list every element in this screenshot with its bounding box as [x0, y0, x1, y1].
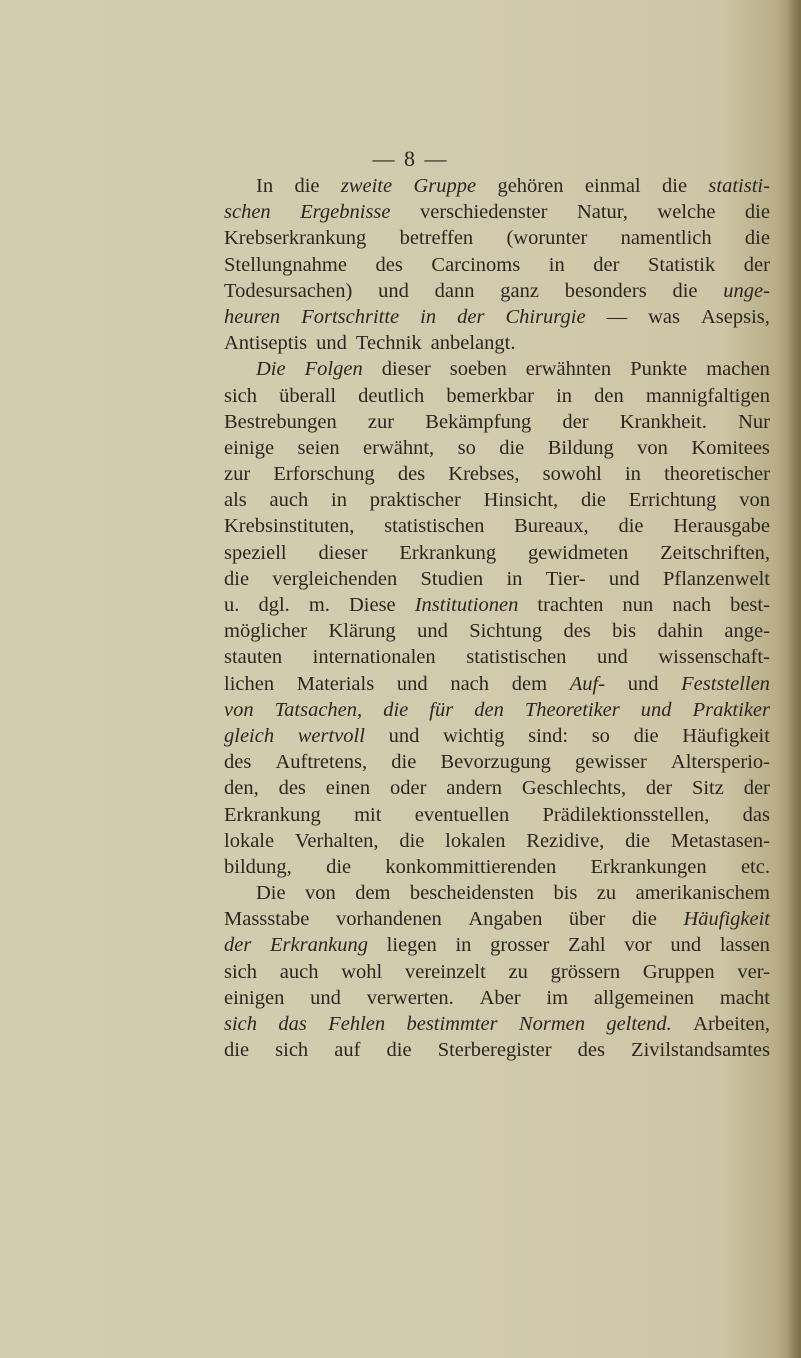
- word: verschiedenster: [419, 201, 548, 224]
- word: Gruppen: [642, 960, 715, 983]
- word: und: [670, 934, 702, 957]
- word: Nur: [738, 410, 770, 433]
- word: und: [627, 672, 659, 695]
- italic-word: und: [640, 698, 672, 721]
- word: nun: [622, 594, 654, 616]
- word: sowohl: [542, 463, 602, 486]
- page-number: — 8 —: [372, 146, 449, 171]
- word: statistischen: [466, 646, 567, 669]
- text-line: [224, 906, 770, 932]
- italic-word: Theoretiker: [524, 698, 620, 721]
- word: Todesursachen): [224, 279, 353, 302]
- word: speziell: [224, 541, 287, 564]
- word: namentlich: [620, 227, 712, 250]
- italic-word: Feststellen: [681, 672, 770, 695]
- word: Zivilstandsamtes: [631, 1039, 770, 1062]
- word: der: [743, 777, 770, 800]
- italic-word: den: [474, 698, 504, 721]
- word: was: [648, 305, 680, 328]
- word: von: [637, 436, 668, 459]
- text-line: [224, 330, 770, 356]
- word: etc.: [740, 855, 770, 878]
- word: ange-: [724, 620, 770, 643]
- word: dem: [511, 672, 548, 695]
- italic-word: geltend.: [606, 1013, 672, 1035]
- word: die: [224, 1039, 250, 1062]
- word: —: [606, 305, 628, 328]
- italic-word: wertvoll: [297, 724, 365, 747]
- word: nach: [450, 672, 490, 695]
- word: in: [331, 489, 347, 512]
- word: sich: [224, 384, 258, 407]
- word: Punkte: [630, 358, 688, 381]
- word: theoretischer: [664, 463, 770, 486]
- text-line: [224, 278, 770, 304]
- word: In: [256, 175, 274, 197]
- word: internationalen: [312, 646, 436, 669]
- word: best-: [730, 594, 770, 616]
- word: zur: [224, 463, 251, 486]
- word: überall: [279, 384, 337, 407]
- text-line: [224, 775, 770, 801]
- word: statistischen: [384, 515, 485, 538]
- word: stauten: [224, 646, 283, 669]
- word: gewisser: [575, 751, 647, 774]
- word: einmal: [584, 175, 641, 197]
- word: in: [548, 253, 565, 276]
- word: u.: [224, 594, 240, 616]
- word: (worunter: [506, 227, 588, 250]
- word: der: [645, 777, 673, 800]
- word: Zeitschriften,: [660, 541, 770, 564]
- word: sich: [275, 1039, 309, 1062]
- word: Diese: [348, 594, 396, 616]
- word: Arbeiten,: [693, 1013, 770, 1035]
- word: m.: [308, 594, 330, 616]
- word: wohl: [341, 960, 383, 983]
- word: im: [546, 986, 569, 1009]
- word: des: [577, 1039, 605, 1062]
- word: in: [506, 567, 523, 590]
- word: anbelangt.: [430, 332, 516, 355]
- word: der: [593, 253, 620, 276]
- word: den,: [224, 777, 259, 800]
- word: Carcinoms: [431, 253, 521, 276]
- italic-word: Ergebnisse: [300, 201, 391, 224]
- word: so: [591, 724, 610, 747]
- word: dgl.: [258, 594, 290, 616]
- text-line: [224, 173, 770, 199]
- word: Komitees: [691, 436, 770, 459]
- text-line: [224, 671, 770, 697]
- word: bildung,: [224, 855, 292, 878]
- word: vereinzelt: [404, 960, 486, 983]
- italic-word: für: [429, 698, 454, 721]
- word: deutlich: [358, 384, 425, 407]
- word: Herausgabe: [673, 515, 770, 538]
- text-line: [224, 540, 770, 566]
- italic-word: der: [457, 305, 485, 328]
- word: des: [375, 253, 403, 276]
- word: grosser: [490, 934, 550, 957]
- word: liegen: [386, 934, 437, 957]
- word: Erforschung: [273, 463, 375, 486]
- word: soeben: [449, 358, 507, 381]
- italic-word: Fortschritte: [301, 305, 400, 328]
- text-line: [224, 618, 770, 644]
- text-line: [224, 880, 770, 906]
- italic-word: Fehlen: [328, 1013, 386, 1035]
- body-text: [224, 173, 770, 1063]
- word: Sterberegister: [437, 1039, 552, 1062]
- italic-word: Die: [256, 358, 286, 381]
- word: Altersperio-: [670, 751, 770, 774]
- word: Aber: [479, 986, 521, 1009]
- word: und: [597, 646, 628, 669]
- text-line: [224, 697, 770, 723]
- word: einigen: [224, 986, 285, 1009]
- text-line: [224, 828, 770, 854]
- word: dieser: [381, 358, 431, 381]
- word: Erkrankung: [224, 803, 321, 826]
- word: die: [224, 567, 250, 590]
- italic-word: Institutionen: [414, 594, 519, 616]
- word: und: [316, 332, 347, 355]
- word: Klärung: [328, 620, 396, 643]
- word: mannigfaltigen: [645, 384, 770, 407]
- word: sind:: [528, 724, 569, 747]
- word: Metastasen-: [670, 829, 770, 852]
- word: Häufigkeit: [682, 724, 770, 747]
- word: Erkrankungen: [590, 855, 707, 878]
- word: vorhandenen: [335, 908, 442, 931]
- word: so: [457, 436, 476, 459]
- page-edge-shadow: [787, 0, 801, 1358]
- word: auch: [279, 960, 319, 983]
- word: Bekämpfung: [425, 410, 532, 433]
- word: die: [744, 201, 770, 224]
- italic-word: Normen: [518, 1013, 585, 1035]
- word: die: [391, 751, 417, 774]
- word: Krebserkrankung: [224, 227, 367, 250]
- word: erwähnt,: [363, 436, 435, 459]
- italic-word: sich: [224, 1013, 258, 1035]
- italic-word: Folgen: [304, 358, 363, 381]
- word: vor: [624, 934, 652, 957]
- word: die: [631, 908, 657, 931]
- italic-word: Praktiker: [692, 698, 770, 721]
- word: praktischer: [369, 489, 461, 512]
- word: besonders: [564, 279, 647, 302]
- word: mit: [354, 803, 382, 826]
- text-line: [224, 1037, 770, 1063]
- word: Die: [256, 882, 286, 905]
- text-line: [224, 985, 770, 1011]
- word: zur: [367, 410, 395, 433]
- italic-word: Auf-: [569, 672, 605, 695]
- italic-word: Tatsachen,: [274, 698, 363, 721]
- word: die: [499, 436, 525, 459]
- word: über: [568, 908, 606, 931]
- word: lassen: [719, 934, 770, 957]
- word: nach: [672, 594, 712, 616]
- word: in: [624, 463, 641, 486]
- word: und: [608, 567, 640, 590]
- word: auf: [334, 1039, 361, 1062]
- word: Geschlechts,: [521, 777, 627, 800]
- word: wissenschaft-: [658, 646, 770, 669]
- word: möglicher: [224, 620, 308, 643]
- word: und: [396, 672, 428, 695]
- word: ver-: [737, 960, 770, 983]
- word: eventuellen: [414, 803, 510, 826]
- text-line: [224, 409, 770, 435]
- italic-word: die: [383, 698, 409, 721]
- italic-word: Chirurgie: [505, 305, 586, 328]
- word: Bestrebungen: [224, 410, 337, 433]
- word: Prädilektionsstellen,: [542, 803, 710, 826]
- italic-word: von: [224, 698, 254, 721]
- text-line: [224, 199, 770, 225]
- word: und: [378, 279, 409, 302]
- word: von: [305, 882, 336, 905]
- word: Sichtung: [469, 620, 543, 643]
- word: Hinsicht,: [483, 489, 559, 512]
- word: verwerten.: [366, 986, 454, 1009]
- text-line: [224, 802, 770, 828]
- word: Errichtung: [628, 489, 717, 512]
- word: und: [417, 620, 448, 643]
- word: des: [224, 751, 252, 774]
- word: Zahl: [568, 934, 606, 957]
- word: Natur,: [576, 201, 628, 224]
- word: die: [618, 515, 644, 538]
- word: dieser: [318, 541, 368, 564]
- word: gehören: [497, 175, 564, 197]
- word: machen: [706, 358, 770, 381]
- italic-word: heuren: [224, 305, 281, 328]
- word: amerikanischem: [635, 882, 770, 905]
- word: die: [662, 175, 688, 197]
- word: Angaben: [468, 908, 543, 931]
- italic-word: statisti-: [708, 175, 770, 197]
- word: erwähnten: [525, 358, 612, 381]
- word: Verhalten,: [294, 829, 379, 852]
- text-line: [224, 723, 770, 749]
- word: ganz: [500, 279, 539, 302]
- word: in: [455, 934, 472, 957]
- word: die: [672, 279, 698, 302]
- word: den: [594, 384, 624, 407]
- word: dem: [355, 882, 391, 905]
- italic-word: Gruppe: [413, 175, 477, 197]
- text-line: [224, 225, 770, 251]
- text-line: [224, 959, 770, 985]
- word: bemerkbar: [446, 384, 534, 407]
- italic-word: Erkrankung: [270, 934, 368, 957]
- text-line: [224, 592, 770, 618]
- word: auch: [269, 489, 309, 512]
- word: bescheidensten: [409, 882, 535, 905]
- word: oder: [390, 777, 427, 800]
- word: Krebsinstituten,: [224, 515, 355, 538]
- word: trachten: [537, 594, 604, 616]
- word: allgemeinen: [593, 986, 695, 1009]
- word: Stellungnahme: [224, 253, 347, 276]
- italic-word: schen: [224, 201, 271, 224]
- word: andern: [446, 777, 503, 800]
- word: der: [562, 410, 589, 433]
- italic-word: unge-: [723, 279, 770, 302]
- word: Pflanzenwelt: [662, 567, 770, 590]
- italic-word: das: [278, 1013, 307, 1035]
- italic-word: in: [420, 305, 437, 328]
- word: Materials: [296, 672, 375, 695]
- word: bis: [612, 620, 637, 643]
- word: von: [739, 489, 770, 512]
- word: dann: [434, 279, 475, 302]
- italic-word: der: [224, 934, 252, 957]
- word: die: [294, 175, 320, 197]
- word: die: [386, 1039, 412, 1062]
- text-line: [224, 304, 770, 330]
- word: zu: [596, 882, 617, 905]
- word: bis: [553, 882, 578, 905]
- italic-word: Häufigkeit: [683, 908, 770, 931]
- text-line: [224, 487, 770, 513]
- word: lichen: [224, 672, 275, 695]
- word: lokale: [224, 829, 275, 852]
- word: des: [397, 463, 426, 486]
- text-line: [224, 383, 770, 409]
- word: macht: [719, 986, 770, 1009]
- word: betreffen: [399, 227, 474, 250]
- word: Statistik: [648, 253, 716, 276]
- word: Bildung: [547, 436, 614, 459]
- word: gewidmeten: [528, 541, 629, 564]
- text-line: [224, 854, 770, 880]
- text-line: [224, 252, 770, 278]
- word: und: [388, 724, 420, 747]
- word: einige: [224, 436, 275, 459]
- word: einen: [325, 777, 371, 800]
- word: Tier-: [545, 567, 586, 590]
- word: sich: [224, 960, 258, 983]
- text-line: [224, 566, 770, 592]
- word: zu: [508, 960, 528, 983]
- word: Krebses,: [448, 463, 520, 486]
- word: die: [399, 829, 425, 852]
- text-line: [224, 461, 770, 487]
- word: welche: [657, 201, 716, 224]
- word: die: [580, 489, 606, 512]
- word: Massstabe: [224, 908, 310, 931]
- word: Technik: [355, 332, 422, 355]
- word: Bureaux,: [514, 515, 589, 538]
- italic-word: bestimmter: [406, 1013, 498, 1035]
- text-line: [224, 513, 770, 539]
- word: Antiseptis: [224, 332, 308, 355]
- word: Rezidive,: [526, 829, 605, 852]
- text-line: [224, 1011, 770, 1037]
- italic-word: gleich: [224, 724, 275, 747]
- word: als: [224, 489, 247, 512]
- word: des: [563, 620, 591, 643]
- word: Bevorzugung: [440, 751, 551, 774]
- text-line: [224, 356, 770, 382]
- word: Auftretens,: [275, 751, 368, 774]
- word: seien: [297, 436, 340, 459]
- word: wichtig: [443, 724, 505, 747]
- word: dahin: [657, 620, 704, 643]
- italic-word: zweite: [340, 175, 393, 197]
- word: und: [310, 986, 341, 1009]
- text-line: [224, 644, 770, 670]
- word: vergleichenden: [272, 567, 398, 590]
- text-line: [224, 932, 770, 958]
- word: grössern: [550, 960, 621, 983]
- word: in: [556, 384, 573, 407]
- word: Erkrankung: [399, 541, 497, 564]
- word: Asepsis,: [701, 305, 770, 328]
- word: der: [743, 253, 770, 276]
- word: Studien: [420, 567, 484, 590]
- word: die: [744, 227, 770, 250]
- word: konkommittierenden: [385, 855, 557, 878]
- word: die: [625, 829, 651, 852]
- word: das: [742, 803, 770, 826]
- text-line: [224, 749, 770, 775]
- word: die: [633, 724, 659, 747]
- word: Sitz: [691, 777, 724, 800]
- word: die: [326, 855, 352, 878]
- word: des: [278, 777, 306, 800]
- word: Krankheit.: [619, 410, 707, 433]
- word: lokalen: [445, 829, 506, 852]
- text-line: [224, 435, 770, 461]
